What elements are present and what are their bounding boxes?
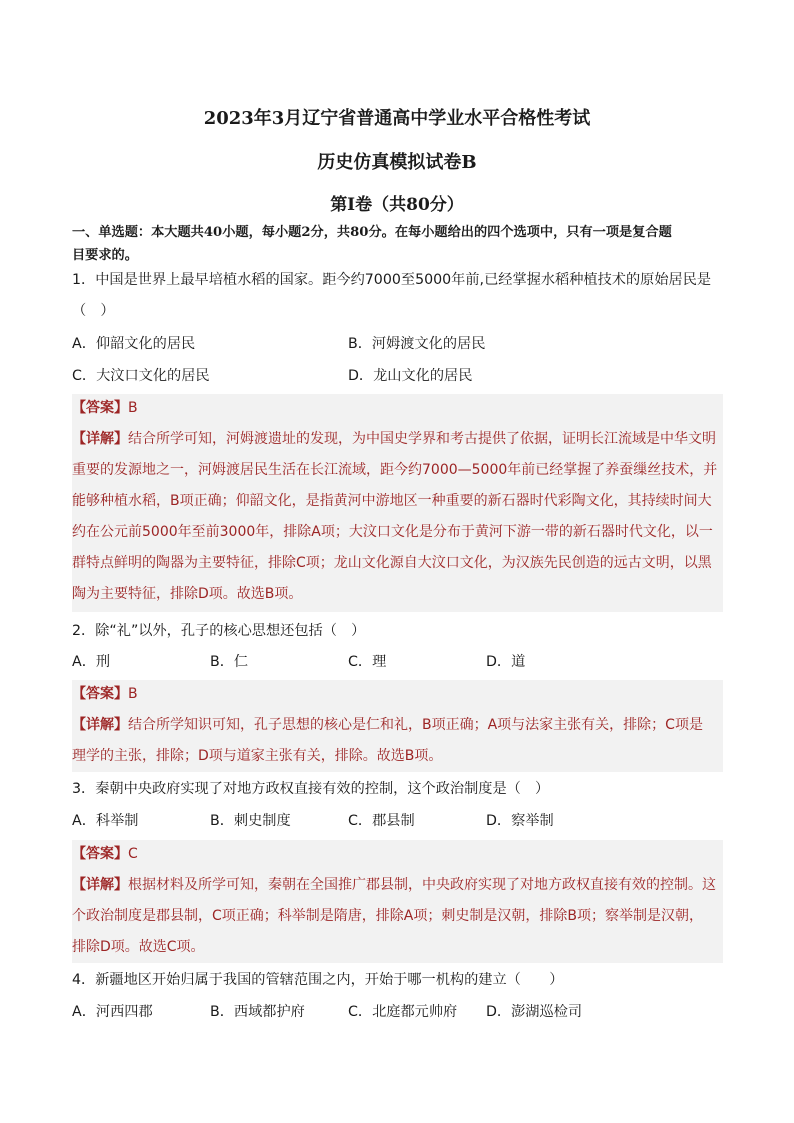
question-3-answer — [72, 844, 138, 864]
answer-label: 【答案】 — [72, 846, 128, 862]
explain-text: 根据材料及所学可知，秦朝在全国推广郡县制，中央政府实现了对地方政权直接有效的控制。这 — [128, 877, 716, 893]
explain-label: 【详解】 — [72, 717, 128, 733]
question-2-option-d: D．道 — [486, 654, 526, 670]
question-2-answer — [72, 684, 138, 704]
question-4-option-a: A．河西四郡 — [72, 1004, 153, 1020]
question-3-option-d: D．察举制 — [486, 813, 554, 829]
question-2-answer-block — [72, 680, 723, 772]
question-4-option-d: D．澎湖巡检司 — [486, 1004, 583, 1020]
explain-text: 结合所学知识可知，孔子思想的核心是仁和礼，B项正确；A项与法家主张有关，排除；C项是 — [128, 717, 703, 733]
question-1-option-b: B．河姆渡文化的居民 — [348, 336, 486, 352]
section-title: 第Ⅰ卷（共80分） — [330, 195, 464, 215]
question-3-option-b: B．刺史制度 — [210, 813, 291, 829]
question-2-option-a: A．刑 — [72, 654, 111, 670]
explain-label: 【详解】 — [72, 431, 128, 447]
question-1-explain-line-6: 陶为主要特征，排除D项。故选B项。 — [72, 586, 303, 602]
question-4-stem: 4．新疆地区开始归属于我国的管辖范围之内，开始于哪一机构的建立（ ） — [72, 972, 564, 988]
question-1-option-c: C．大汶口文化的居民 — [72, 368, 210, 384]
question-2-explain-line-2: 理学的主张，排除；D项与道家主张有关，排除。故选B项。 — [72, 748, 443, 764]
question-1-explain-line-4: 约在公元前5000年至前3000年，排除A项；大汶口文化是分布于黄河下游一带的新石器时代文化，以一 — [72, 524, 713, 540]
answer-value: B — [128, 400, 138, 416]
question-2-stem: 2．除“礼”以外，孔子的核心思想还包括（ ） — [72, 623, 366, 639]
answer-value: B — [128, 686, 138, 702]
section-instructions — [72, 221, 722, 267]
question-1-stem: 1．中国是世界上最早培植水稻的国家。距今约7000至5000年前,已经掌握水稻种植技术的原始居民是 — [72, 272, 712, 288]
question-3-explain-line-1 — [72, 875, 716, 895]
question-3-stem: 3．秦朝中央政府实现了对地方政权直接有效的控制，这个政治制度是（ ） — [72, 781, 550, 797]
question-2-explain-line-1 — [72, 715, 703, 735]
question-1-explain-line-2: 重要的发源地之一，河姆渡居民生活在长江流域，距今约7000—5000年前已经掌握了养蚕缫丝技术，并 — [72, 462, 718, 478]
question-1-option-a: A．仰韶文化的居民 — [72, 336, 196, 352]
exam-title: 2023年3月辽宁省普通高中学业水平合格性考试 — [203, 108, 591, 129]
question-2-option-c: C．理 — [348, 654, 387, 670]
question-3-answer-block — [72, 840, 723, 963]
answer-label: 【答案】 — [72, 686, 128, 702]
question-1-explain-line-3: 能够种植水稻，B项正确；仰韶文化，是指黄河中游地区一种重要的新石器时代彩陶文化，其持续时间大 — [72, 493, 712, 509]
instructions-line-1: 一、单选题：本大题共40小题，每小题2分，共80分。在每小题给出的四个选项中，只有一项是复合题 — [72, 225, 672, 240]
answer-value: C — [128, 846, 138, 862]
paper-subtitle: 历史仿真模拟试卷B — [317, 152, 477, 173]
explain-text: 结合所学可知，河姆渡遗址的发现，为中国史学界和考古提供了依据，证明长江流域是中华文明 — [128, 431, 716, 447]
question-4-option-c: C．北庭都元帅府 — [348, 1004, 458, 1020]
explain-label: 【详解】 — [72, 877, 128, 893]
question-1-explain-line-5: 群特点鲜明的陶器为主要特征，排除C项；龙山文化源自大汶口文化，为汉族先民创造的远古文明，以黑 — [72, 555, 712, 571]
question-4-option-b: B．西域都护府 — [210, 1004, 305, 1020]
instructions-line-2: 目要求的。 — [72, 248, 138, 263]
question-1-explain-line-1 — [72, 429, 716, 449]
question-2-option-b: B．仁 — [210, 654, 249, 670]
question-1-answer-block — [72, 394, 723, 612]
answer-label: 【答案】 — [72, 400, 128, 416]
question-1-option-d: D．龙山文化的居民 — [348, 368, 473, 384]
question-3-option-c: C．郡县制 — [348, 813, 415, 829]
question-1-stem-cont: （ ） — [72, 303, 115, 319]
question-3-option-a: A．科举制 — [72, 813, 139, 829]
question-1-answer — [72, 398, 138, 418]
question-3-explain-line-2: 个政治制度是郡县制，C项正确；科举制是隋唐，排除A项；刺史制是汉朝，排除B项；察举制是汉朝， — [72, 908, 703, 924]
question-3-explain-line-3: 排除D项。故选C项。 — [72, 939, 205, 955]
